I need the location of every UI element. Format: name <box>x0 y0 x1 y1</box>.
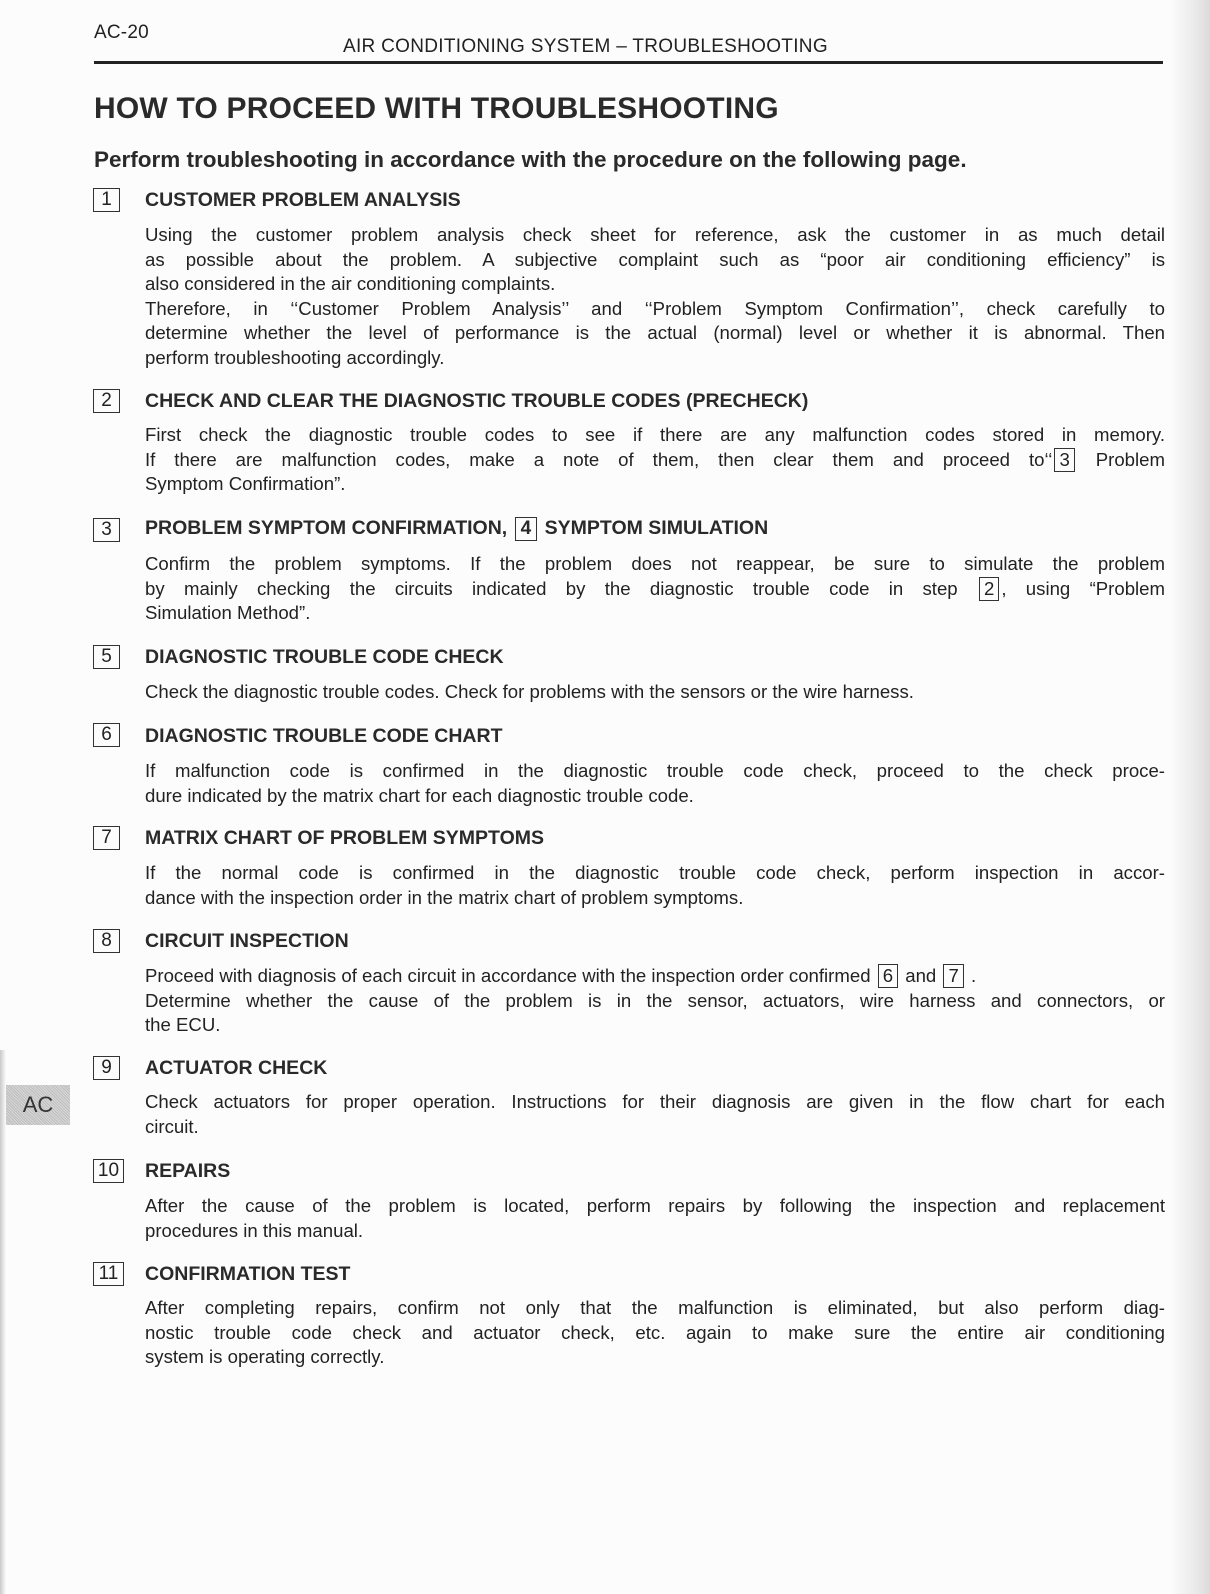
step-number-box: 3 <box>93 518 120 542</box>
page-number: AC-20 <box>94 22 149 43</box>
step-body <box>145 223 1165 370</box>
body-line <box>145 577 1165 602</box>
body-text: , using “Problem <box>1001 577 1166 599</box>
step-number-box: 5 <box>93 645 120 669</box>
step-body <box>145 552 1165 626</box>
step-reference-box: 7 <box>943 964 963 988</box>
running-head: AIR CONDITIONING SYSTEM – TROUBLESHOOTING <box>343 36 828 57</box>
body-line: Determine whether the cause of the problem is in the sensor, actuators, wire harness and connectors, or <box>145 989 1165 1011</box>
body-line: procedures in this manual. <box>145 1219 364 1241</box>
step-body <box>145 1090 1165 1139</box>
step-reference-box: 3 <box>1054 448 1074 472</box>
step-number-box: 7 <box>93 826 120 850</box>
body-line <box>145 448 1165 473</box>
step-body <box>145 759 1165 808</box>
body-line: Simulation Method”. <box>145 602 311 623</box>
body-text: Problem <box>1095 448 1165 470</box>
step-reference-box: 4 <box>515 517 538 541</box>
step-title: REPAIRS <box>145 1160 231 1182</box>
step-title-text: SYMPTOM SIMULATION <box>544 517 769 539</box>
step-title: CONFIRMATION TEST <box>145 1263 351 1285</box>
body-line: Check the diagnostic trouble codes. Check for problems with the sensors or the wire harness. <box>145 681 914 702</box>
step-title: CHECK AND CLEAR THE DIAGNOSTIC TROUBLE CODES (PRECHECK) <box>145 390 809 412</box>
body-line: Therefore, in ‘‘Customer Problem Analysis’’ and ‘‘Problem Symptom Confirmation’’, check carefully to <box>145 297 1165 319</box>
body-line: Symptom Confirmation”. <box>145 473 346 494</box>
step-title: CUSTOMER PROBLEM ANALYSIS <box>145 189 461 211</box>
step-number-box: 11 <box>93 1262 124 1286</box>
body-line: perform troubleshooting accordingly. <box>145 346 445 368</box>
step-reference-box: 2 <box>979 577 999 601</box>
body-line: After completing repairs, confirm not only that the malfunction is eliminated, but also perform diag- <box>145 1297 1165 1318</box>
binding-edge-shadow <box>0 1050 6 1594</box>
body-line: circuit. <box>145 1115 199 1137</box>
body-line: After the cause of the problem is located, perform repairs by following the inspection and replacement <box>145 1195 1165 1216</box>
body-line: dure indicated by the matrix chart for each diagnostic trouble code. <box>145 784 694 806</box>
body-line: system is operating correctly. <box>145 1346 385 1367</box>
step-title: ACTUATOR CHECK <box>145 1057 328 1079</box>
header-rule <box>94 61 1163 64</box>
body-text: . <box>970 965 977 986</box>
step-number-box: 6 <box>93 723 120 747</box>
body-text: If there are malfunction codes, make a note of them, then clear them and proceed to‘‘ <box>145 448 1053 470</box>
step-number-box: 2 <box>93 389 120 413</box>
body-line: determine whether the level of performance is the actual (normal) level or whether it is abnormal. Then <box>145 322 1165 343</box>
body-line: also considered in the air conditioning complaints. <box>145 273 556 294</box>
step-body <box>145 861 1165 910</box>
page-edge-shadow <box>1170 0 1210 1594</box>
body-text: Proceed with diagnosis of each circuit in accordance with the inspection order confirmed <box>145 965 871 986</box>
body-line: Confirm the problem symptoms. If the problem does not reappear, be sure to simulate the problem <box>145 553 1165 574</box>
step-title: CIRCUIT INSPECTION <box>145 930 349 952</box>
body-line: If the normal code is confirmed in the diagnostic trouble code check, perform inspection in accor- <box>145 862 1165 883</box>
body-line: dance with the inspection order in the matrix chart of problem symptoms. <box>145 886 744 908</box>
body-line: First check the diagnostic trouble codes to see if there are any malfunction codes stored in memory. <box>145 424 1165 445</box>
body-line <box>145 964 1165 989</box>
step-number-box: 1 <box>93 188 120 212</box>
body-line: Using the customer problem analysis check sheet for reference, ask the customer in as much detail <box>145 224 1165 245</box>
body-line: nostic trouble code check and actuator check, etc. again to make sure the entire air conditioning <box>145 1321 1165 1343</box>
step-body <box>145 964 1165 1038</box>
body-line: If malfunction code is confirmed in the diagnostic trouble code check, proceed to the check proce- <box>145 760 1165 781</box>
step-title-text: PROBLEM SYMPTOM CONFIRMATION, <box>145 517 508 539</box>
body-text: by mainly checking the circuits indicated by the diagnostic trouble code in step <box>145 577 958 599</box>
step-body <box>145 680 1165 705</box>
step-title: DIAGNOSTIC TROUBLE CODE CHECK <box>145 646 504 668</box>
body-line: the ECU. <box>145 1014 221 1035</box>
step-title <box>145 517 768 541</box>
page-title: HOW TO PROCEED WITH TROUBLESHOOTING <box>94 92 779 125</box>
step-title: DIAGNOSTIC TROUBLE CODE CHART <box>145 725 503 747</box>
step-reference-box: 6 <box>878 964 898 988</box>
body-line: as possible about the problem. A subjective complaint such as “poor air conditioning efficiency” is <box>145 248 1165 270</box>
page-subtitle: Perform troubleshooting in accordance with the procedure on the following page. <box>94 147 967 172</box>
step-title: MATRIX CHART OF PROBLEM SYMPTOMS <box>145 827 545 849</box>
body-text: and <box>905 965 937 986</box>
step-number-box: 8 <box>93 929 120 953</box>
step-body <box>145 1296 1165 1370</box>
section-tab-ac: AC <box>6 1085 70 1125</box>
step-number-box: 9 <box>93 1056 120 1080</box>
body-line: Check actuators for proper operation. Instructions for their diagnosis are given in the flow chart for each <box>145 1091 1165 1112</box>
step-number-box: 10 <box>93 1159 124 1183</box>
step-body <box>145 1194 1165 1243</box>
step-body <box>145 423 1165 497</box>
